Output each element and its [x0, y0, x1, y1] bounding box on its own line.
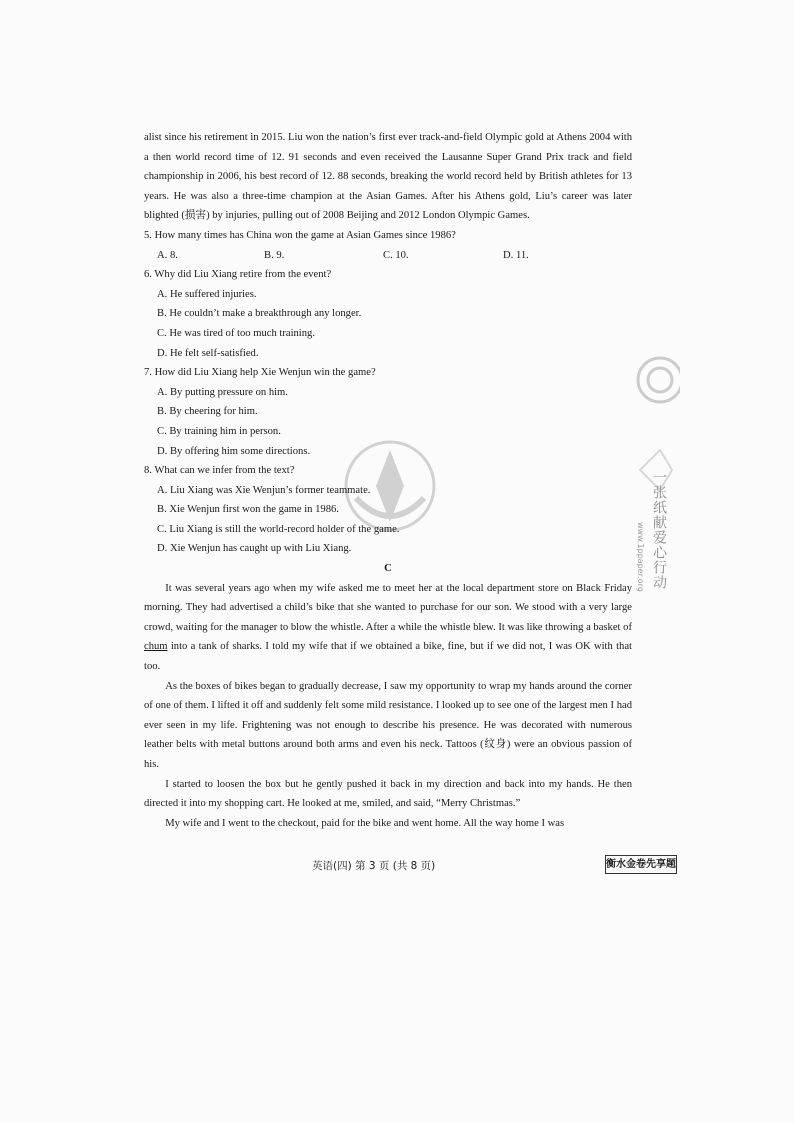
- option-row: [144, 246, 632, 266]
- side-watermark-url: www.1ppaper.org: [636, 522, 645, 592]
- source-stamp: 衡水金卷先享题: [605, 855, 677, 874]
- answer-option: C. By training him in person.: [157, 425, 281, 437]
- answer-option: B. By cheering for him.: [157, 406, 258, 418]
- passage-b-ending: alist since his retirement in 2015. Liu won the nation’s first ever track-and-field Olympic gold at Athens 2004 with a then world record time of 12. 91 seconds and even received the Lausanne Super Grand Prix track and field championship in 2006, his best record of 12. 88 seconds, breaking the world record held by British athletes for 13 years. He was also a three-time champion at the Asian Games. After his Athens gold, Liu’s career was later blighted (损害) by injuries, pulling out of 2008 Beijing and 2012 London Olympic Games.: [144, 132, 632, 222]
- passage-c-p1-end: into a tank of sharks. I told my wife that if we obtained a bike, fine, but if we did not, I was OK with that too.: [144, 641, 632, 673]
- answer-option: A. 8.: [157, 249, 178, 261]
- answer-option: B. Xie Wenjun first won the game in 1986.: [157, 504, 339, 516]
- answer-option: C. He was tired of too much training.: [157, 327, 315, 339]
- answer-option: D. Xie Wenjun has caught up with Liu Xiang.: [157, 543, 352, 555]
- question-stem: 6. Why did Liu Xiang retire from the event?: [144, 269, 332, 281]
- answer-option: D. 11.: [503, 249, 529, 261]
- answer-option: D. He felt self-satisfied.: [157, 347, 259, 359]
- answer-option: B. He couldn’t make a breakthrough any longer.: [157, 308, 362, 320]
- answer-option: A. Liu Xiang was Xie Wenjun’s former teammate.: [157, 484, 371, 496]
- underlined-word: chum: [144, 641, 168, 653]
- page-content: [144, 128, 632, 833]
- answer-option: A. He suffered injuries.: [157, 288, 257, 300]
- question-list: [144, 226, 632, 559]
- passage-c-paragraph-4: My wife and I went to the checkout, paid for the bike and went home. All the way home I was: [165, 817, 565, 829]
- question-stem: 8. What can we infer from the text?: [144, 465, 295, 477]
- passage-c-paragraph-3: I started to loosen the box but he gently pushed it back in my direction and back into my hands. He then directed it into my shopping cart. He looked at me, smiled, and said, “Merry Christmas.”: [144, 778, 632, 810]
- answer-option: D. By offering him some directions.: [157, 445, 311, 457]
- answer-option: B. 9.: [264, 249, 285, 261]
- passage-c-p1-start: It was several years ago when my wife asked me to meet her at the local department store on Black Friday morning. They had advertised a child’s bike that she wanted to purchase for our son. We stood with a very large crowd, waiting for the manager to blow the whistle. After a while the whistle blew. It was like throwing a basket of: [144, 582, 632, 633]
- answer-option: C. Liu Xiang is still the world-record holder of the game.: [157, 523, 400, 535]
- answer-option: C. 10.: [383, 249, 409, 261]
- page-footer: 英语(四) 第 3 页 (共 8 页): [312, 860, 436, 872]
- side-watermark-text: 一张纸献爱心行动: [651, 470, 667, 590]
- section-c-heading: C: [384, 563, 392, 575]
- answer-option: A. By putting pressure on him.: [157, 386, 288, 398]
- question-stem: 7. How did Liu Xiang help Xie Wenjun win the game?: [144, 367, 376, 379]
- passage-c-paragraph-1: [144, 579, 632, 677]
- passage-c-paragraph-2: As the boxes of bikes began to gradually decrease, I saw my opportunity to wrap my hands around the corner of one of them. I lifted it off and suddenly felt some mild resistance. I looked up to see one of the largest men I had ever seen in my life. Frightening was not enough to describe his presence. He was decorated with numerous leather belts with metal buttons around both arms and even his neck. Tattoos (纹身) were an obvious passion of his.: [144, 680, 632, 770]
- question-stem: 5. How many times has China won the game at Asian Games since 1986?: [144, 229, 456, 241]
